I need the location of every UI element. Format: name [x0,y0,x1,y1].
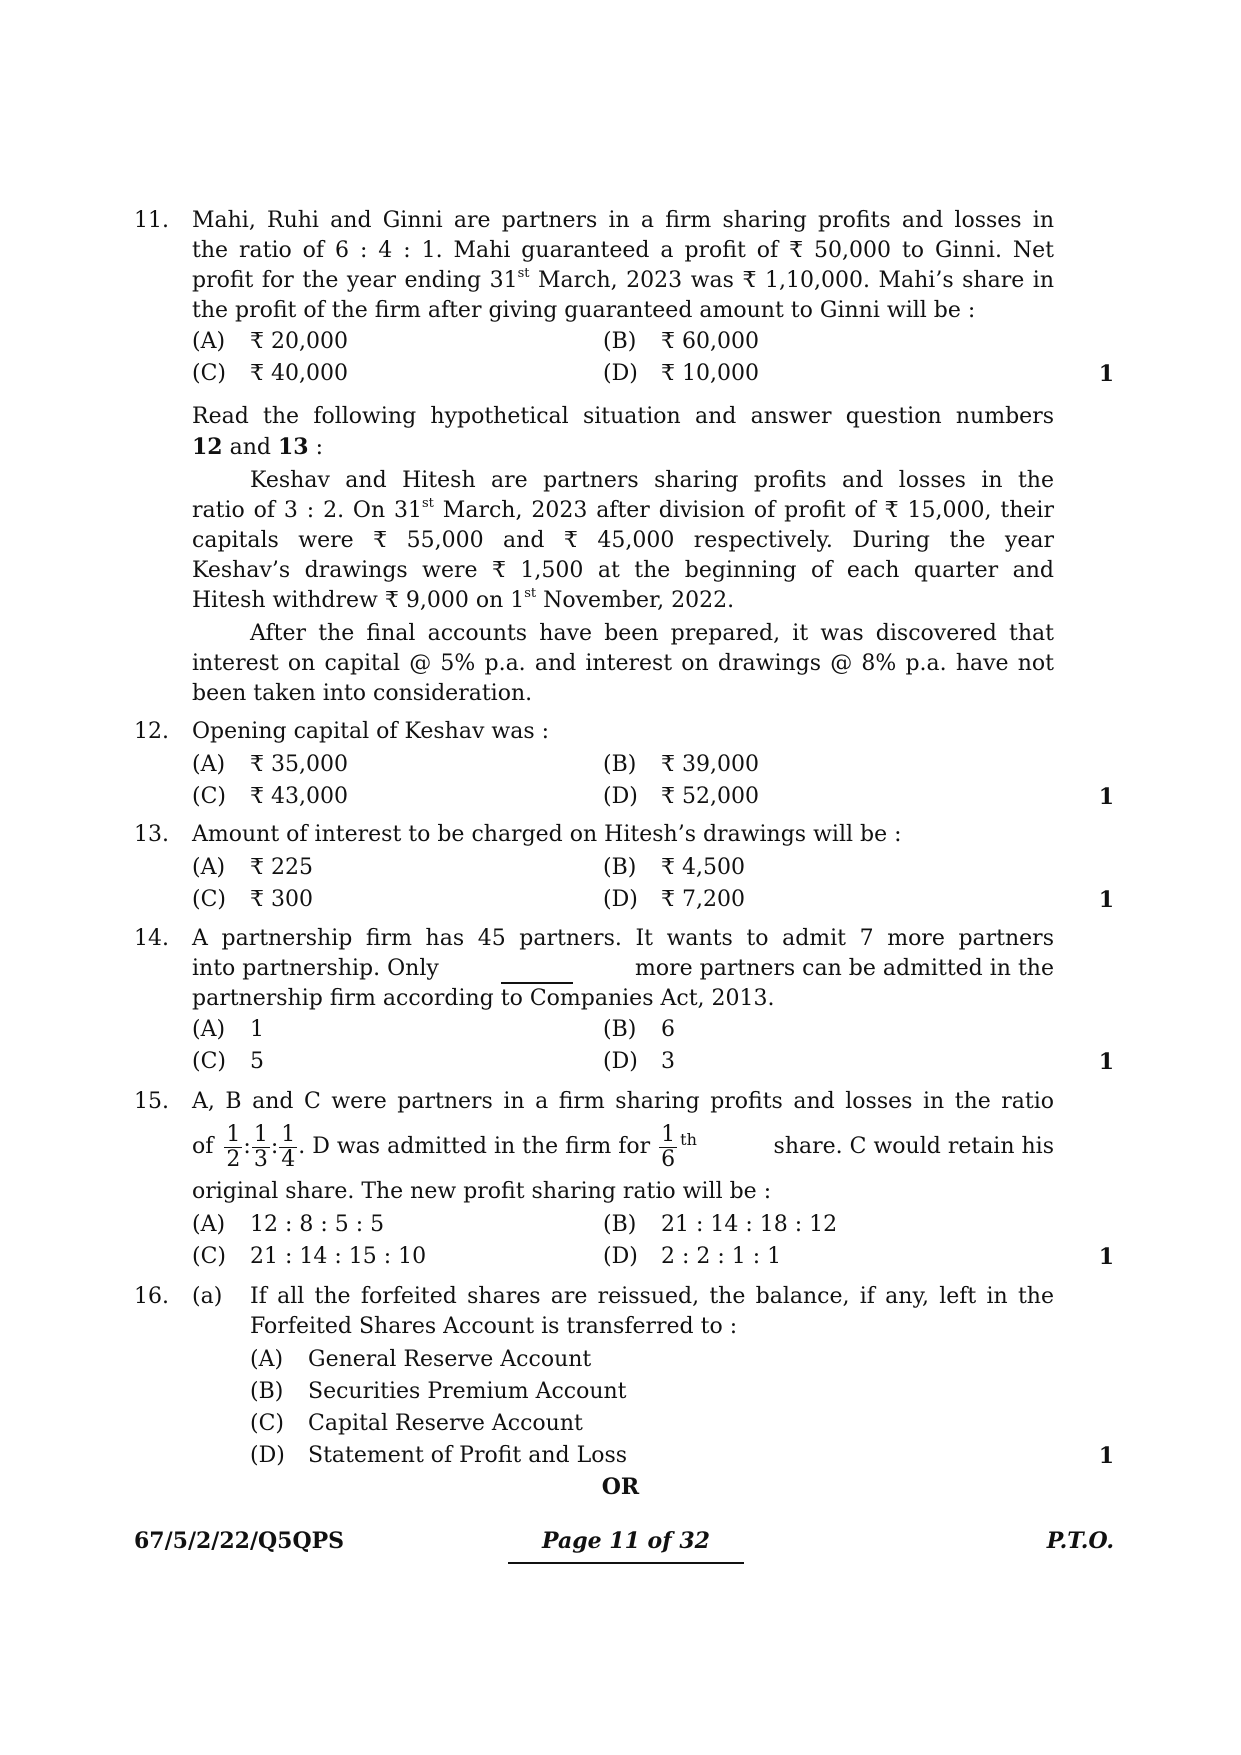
answer-blank [501,954,573,984]
question-number: 16. [134,1284,169,1309]
fraction: $\frac{1}{6}$ [661,1121,676,1172]
page-number: Page 11 of 32 [508,1526,744,1564]
option-c[interactable]: (C) ₹ 40,000 [192,361,348,386]
question-number: 11. [134,208,169,233]
question-text: Opening capital of Keshav was : [192,719,550,744]
option-d[interactable]: (D) ₹ 7,200 [603,887,745,912]
option-b[interactable]: (B) ₹ 4,500 [603,855,745,880]
option-c[interactable]: (C) ₹ 300 [192,887,313,912]
marks: 1 [1098,1244,1114,1270]
fraction: $\frac{1}{3}$ [253,1121,268,1172]
option-c[interactable]: (C) 5 [192,1049,264,1074]
question-text: A, B and C were partners in a firm sharing profits and losses in the ratio of $\frac{1}{2}$ : $\frac{1}{3}$ : $\frac{1}{4}$ . D was admitted in the firm for $\frac{1}{6}$ th share. C would retain his original share. The new profit sharing ratio will be : [192,1089,1054,1204]
option-c[interactable]: (C) Capital Reserve Account [250,1411,583,1436]
marks: 1 [1098,784,1114,810]
option-a[interactable]: (A) ₹ 225 [192,855,313,880]
option-d[interactable]: (D) Statement of Profit and Loss [250,1443,628,1468]
marks: 1 [1098,1443,1114,1469]
question-number: 14. [134,926,169,951]
question-part: (a) [192,1284,223,1309]
option-c[interactable]: (C) ₹ 43,000 [192,784,348,809]
option-a[interactable]: (A) 12 : 8 : 5 : 5 [192,1212,385,1237]
option-b[interactable]: (B) ₹ 60,000 [603,329,759,354]
question-text: A partnership firm has 45 partners. It wants to admit 7 more partners into partnership. Only more partners can be admitted in the partnership firm according to Companies Act, 2013. [192,926,1054,1011]
option-d[interactable]: (D) 3 [603,1049,675,1074]
question-number: 13. [134,822,169,847]
fraction: $\frac{1}{4}$ [281,1121,296,1172]
question-text: If all the forfeited shares are reissued, the balance, if any, left in the Forfeited Shares Account is transferred to : [250,1284,1054,1339]
option-a[interactable]: (A) 1 [192,1017,264,1042]
option-d[interactable]: (D) ₹ 52,000 [603,784,759,809]
question-number: 15. [134,1089,169,1114]
option-b[interactable]: (B) ₹ 39,000 [603,752,759,777]
option-a[interactable]: (A) ₹ 20,000 [192,329,348,354]
option-c[interactable]: (C) 21 : 14 : 15 : 10 [192,1244,427,1269]
case-passage: Read the following hypothetical situation and answer question numbers 12 and 13 : Keshav and Hitesh are partners sharing profits and losses in the ratio of 3 : 2. On 31st March, 2023 after division of profit of ₹ 15,000, their capitals were ₹ 55,000 and ₹ 45,000 respectively. During the year Keshav’s drawings were ₹ 1,500 at the beginning of each quarter and Hitesh withdrew ₹ 9,000 on 1st November, 2022. After the final accounts have been prepared, it was discovered that interest on capital @ 5% p.a. and interest on drawings @ 8% p.a. have not been taken into consideration. [192,404,1054,706]
or-separator: OR [601,1474,640,1500]
pto-label: P.T.O. [1046,1528,1114,1554]
marks: 1 [1098,887,1114,913]
fraction: $\frac{1}{2}$ [226,1121,241,1172]
ratio-line: of $\frac{1}{2}$ : $\frac{1}{3}$ : $\frac{1}{4}$ . D was admitted in the firm for $\frac{1}{6}$ th share. C would retain his [192,1121,1054,1172]
option-a[interactable]: (A) ₹ 35,000 [192,752,348,777]
question-text: Amount of interest to be charged on Hitesh’s drawings will be : [192,822,902,847]
option-a[interactable]: (A) General Reserve Account [250,1347,592,1372]
option-d[interactable]: (D) ₹ 10,000 [603,361,759,386]
option-b[interactable]: (B) 21 : 14 : 18 : 12 [603,1212,838,1237]
marks: 1 [1098,361,1114,387]
option-b[interactable]: (B) 6 [603,1017,675,1042]
option-d[interactable]: (D) 2 : 2 : 1 : 1 [603,1244,782,1269]
paper-code: 67/5/2/22/Q5QPS [134,1528,345,1554]
option-b[interactable]: (B) Securities Premium Account [250,1379,627,1404]
question-number: 12. [134,719,169,744]
marks: 1 [1098,1049,1114,1075]
question-text: Mahi, Ruhi and Ginni are partners in a firm sharing profits and losses in the ratio of 6 : 4 : 1. Mahi guaranteed a profit of ₹ 50,000 to Ginni. Net profit for the year ending 31st March, 2023 was ₹ 1,10,000. Mahi’s share in the profit of the firm after giving guaranteed amount to Ginni will be : [192,208,1054,323]
